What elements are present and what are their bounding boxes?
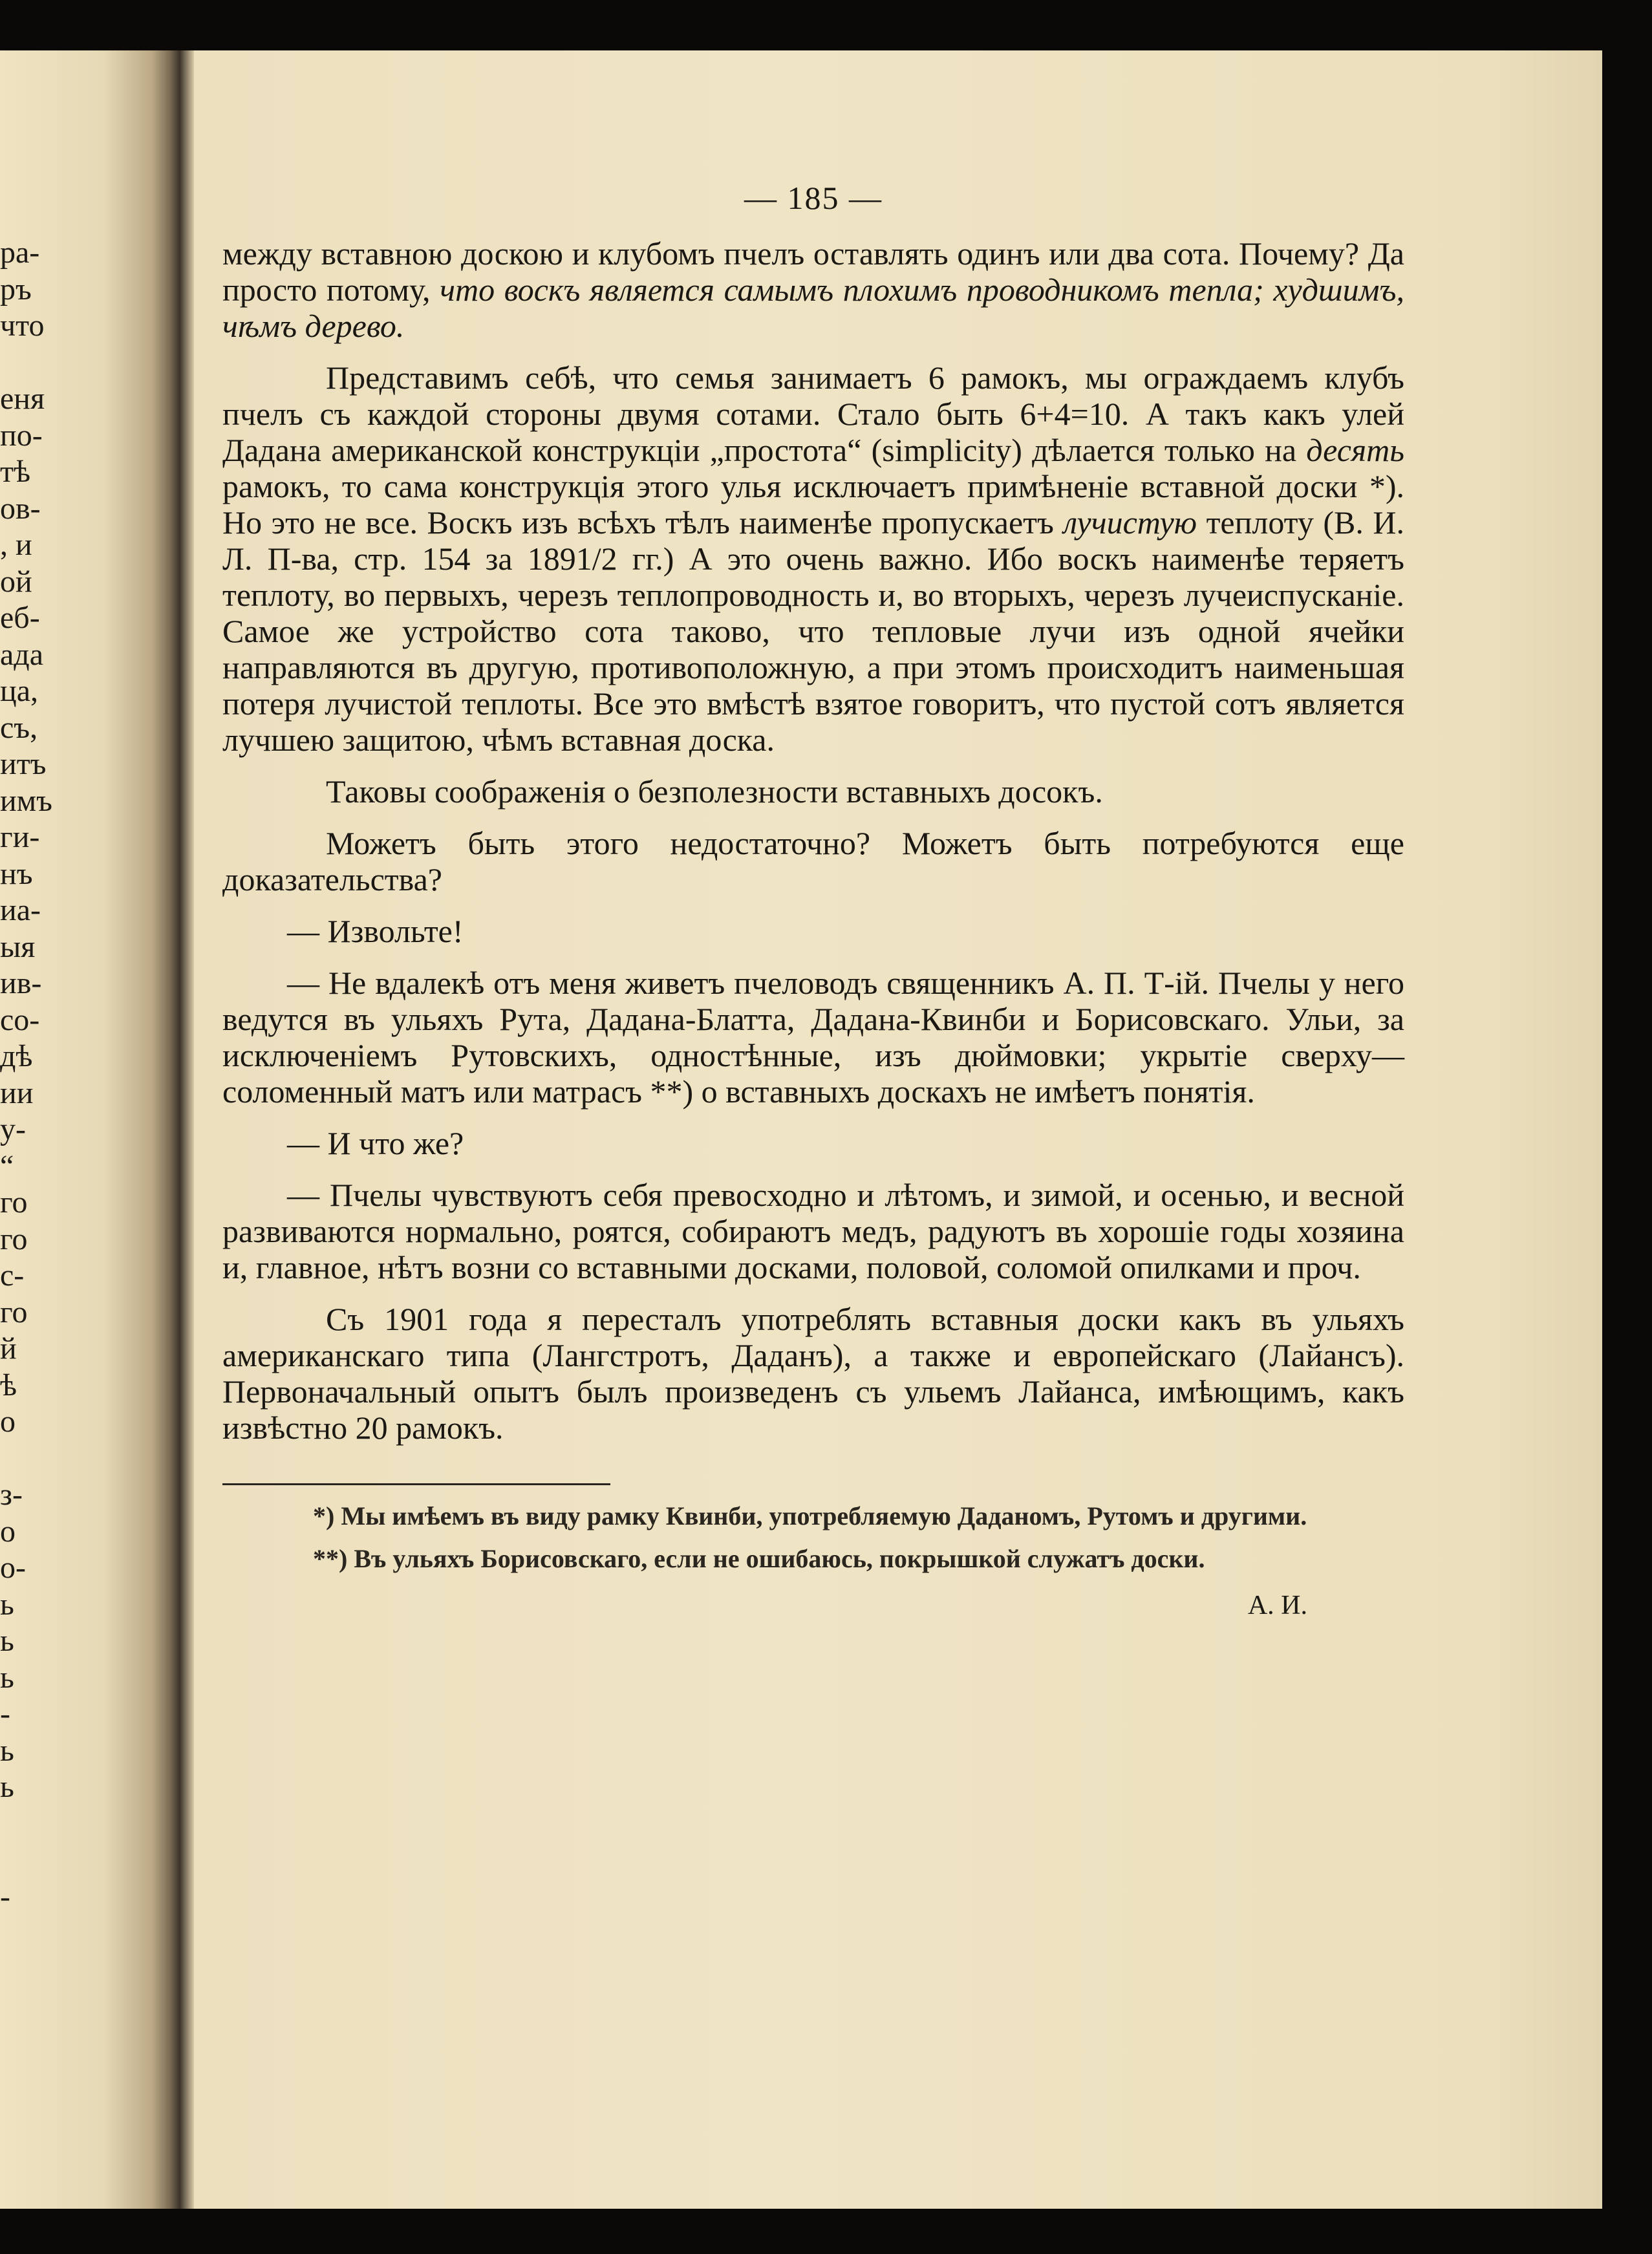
paragraph-9: Съ 1901 года я пересталъ употреблять вставныя доски какъ въ ульяхъ американскаго типа (Лангстротъ, Даданъ), а также и европейскаго (Лайансъ). Первоначальный опытъ былъ произведенъ съ ульемъ Лайанса, имѣющимъ, какъ извѣстно 20 рамокъ. (222, 1301, 1404, 1446)
footnote-divider (222, 1483, 610, 1485)
margin-fragment: ра- (0, 235, 40, 270)
margin-fragment: й (0, 1331, 17, 1366)
footnote-1: *) Мы имѣемъ въ виду рамку Квинби, употребляемую Даданомъ, Рутомъ и другими. (313, 1501, 1307, 1530)
italic-word: лучистую (1063, 504, 1197, 541)
scanned-page (0, 50, 1602, 2209)
page-number: — 185 — (744, 180, 883, 216)
margin-fragment: имъ (0, 783, 52, 818)
margin-fragment: о (0, 1404, 16, 1439)
italic-phrase: что воскъ является самымъ плохимъ проводникомъ тепла; худшимъ, чѣмъ дерево. (222, 272, 1404, 344)
margin-fragment: о (0, 1514, 16, 1549)
margin-fragment: ца, (0, 674, 38, 708)
margin-fragment: ѣ (0, 1368, 17, 1402)
paragraph-2: Представимъ себѣ, что семья занимаетъ 6 рамокъ, мы ограждаемъ клубъ пчелъ съ каждой стороны двумя сотами. Стало быть 6+4=10. А такъ какъ улей Дадана американской конструкціи „простота“ (simplicity) дѣлается только на десять рамокъ, то сама конструкція этого улья исключаетъ примѣненіе вставной доски *). Но это не все. Воскъ изъ всѣхъ тѣлъ наименѣе пропускаетъ лучистую теплоту (В. И. Л. П-ва, стр. 154 за 1891/2 гг.) А это очень важно. Ибо воскъ наименѣе теряетъ теплоту, во первыхъ, черезъ теплопроводность и, во вторыхъ, черезъ лучеиспусканіе. Самое же устройство сота таково, что тепловые лучи изъ одной ячейки направляются въ другую, противоположную, а при этомъ происходитъ наименьшая потеря лучистой теплоты. Все это вмѣстѣ взятое говоритъ, что пустой сотъ является лучшею защитою, чѣмъ вставная доска. (222, 360, 1404, 758)
margin-fragment (0, 1441, 65, 1477)
margin-fragment: о- (0, 1551, 26, 1585)
margin-fragment: з- (0, 1477, 23, 1512)
signature: А. И. (1247, 1591, 1307, 1620)
margin-fragment: ь (0, 1624, 14, 1658)
margin-fragment: ь (0, 1733, 14, 1768)
margin-fragment: тѣ (0, 455, 31, 489)
margin-fragment: с- (0, 1258, 25, 1293)
paragraph-8: — Пчелы чувствуютъ себя превосходно и лѣтомъ, и зимой, и осенью, и весной развиваются нормально, роятся, собираютъ медъ, радуютъ въ хорошіе годы хозяина и, главное, нѣтъ возни со вставными досками, половой, соломой опилками и проч. (222, 1177, 1404, 1285)
margin-fragment: по- (0, 418, 43, 453)
margin-fragment: ръ (0, 272, 32, 306)
margin-fragment: ой (0, 564, 32, 599)
margin-fragment: ь (0, 1660, 14, 1695)
paragraph-4: Можетъ быть этого недостаточно? Можетъ быть потребуются еще доказательства? (222, 825, 1404, 897)
margin-fragment: ыя (0, 929, 36, 964)
margin-fragment: со- (0, 1002, 40, 1037)
margin-fragment: нъ (0, 856, 33, 891)
margin-fragment: ги- (0, 820, 40, 854)
margin-fragment: ь (0, 1587, 14, 1622)
margin-fragment: го (0, 1221, 28, 1256)
paragraph-5: — Извольте! (287, 913, 464, 949)
paragraph-7: — И что же? (287, 1125, 464, 1161)
margin-fragment: ь (0, 1770, 14, 1804)
margin-fragment: “ (0, 1148, 14, 1183)
paragraph-3: Таковы соображенія о безполезности вставныхъ досокъ. (326, 773, 1103, 810)
paragraph-1: между вставною доскою и клубомъ пчелъ оставлять одинъ или два сота. Почему? Да просто потому, что воскъ является самымъ плохимъ проводникомъ тепла; худшимъ, чѣмъ дерево. (222, 235, 1404, 344)
margin-fragment: что (0, 308, 45, 343)
previous-page-margin-text (0, 235, 65, 1915)
margin-fragment: иа- (0, 893, 41, 927)
margin-fragment: го (0, 1185, 28, 1219)
margin-fragment: ив- (0, 966, 42, 1000)
margin-fragment: съ, (0, 710, 38, 745)
margin-fragment: еня (0, 381, 45, 416)
margin-fragment: - (0, 1697, 10, 1731)
page-body (222, 180, 1404, 1624)
margin-fragment (0, 1806, 65, 1843)
margin-fragment: итъ (0, 747, 47, 781)
margin-fragment: - (0, 1879, 10, 1914)
margin-fragment: го (0, 1294, 28, 1329)
margin-fragment: , и (0, 528, 32, 562)
margin-fragment: у- (0, 1112, 26, 1146)
margin-fragment: ада (0, 637, 44, 672)
margin-fragment: ов- (0, 491, 41, 526)
margin-fragment: еб- (0, 601, 40, 635)
italic-word: десять (1306, 432, 1404, 468)
margin-fragment: дѣ (0, 1039, 33, 1073)
margin-fragment (0, 345, 65, 381)
paragraph-6: — Не вдалекѣ отъ меня живетъ пчеловодъ священникъ А. П. Т-ій. Пчелы у него ведутся въ ульяхъ Рута, Дадана-Блатта, Дадана-Квинби и Борисовскаго. Ульи, за исключеніемъ Рутовскихъ, одностѣнные, изъ дюймовки; укрытіе сверху—соломенный матъ или матрасъ **) о вставныхъ доскахъ не имѣетъ понятія. (222, 965, 1404, 1110)
footnote-2: **) Въ ульяхъ Борисовскаго, если не ошибаюсь, покрышкой служатъ доски. (313, 1544, 1205, 1573)
margin-fragment: ии (0, 1075, 34, 1110)
margin-fragment (0, 1842, 65, 1879)
